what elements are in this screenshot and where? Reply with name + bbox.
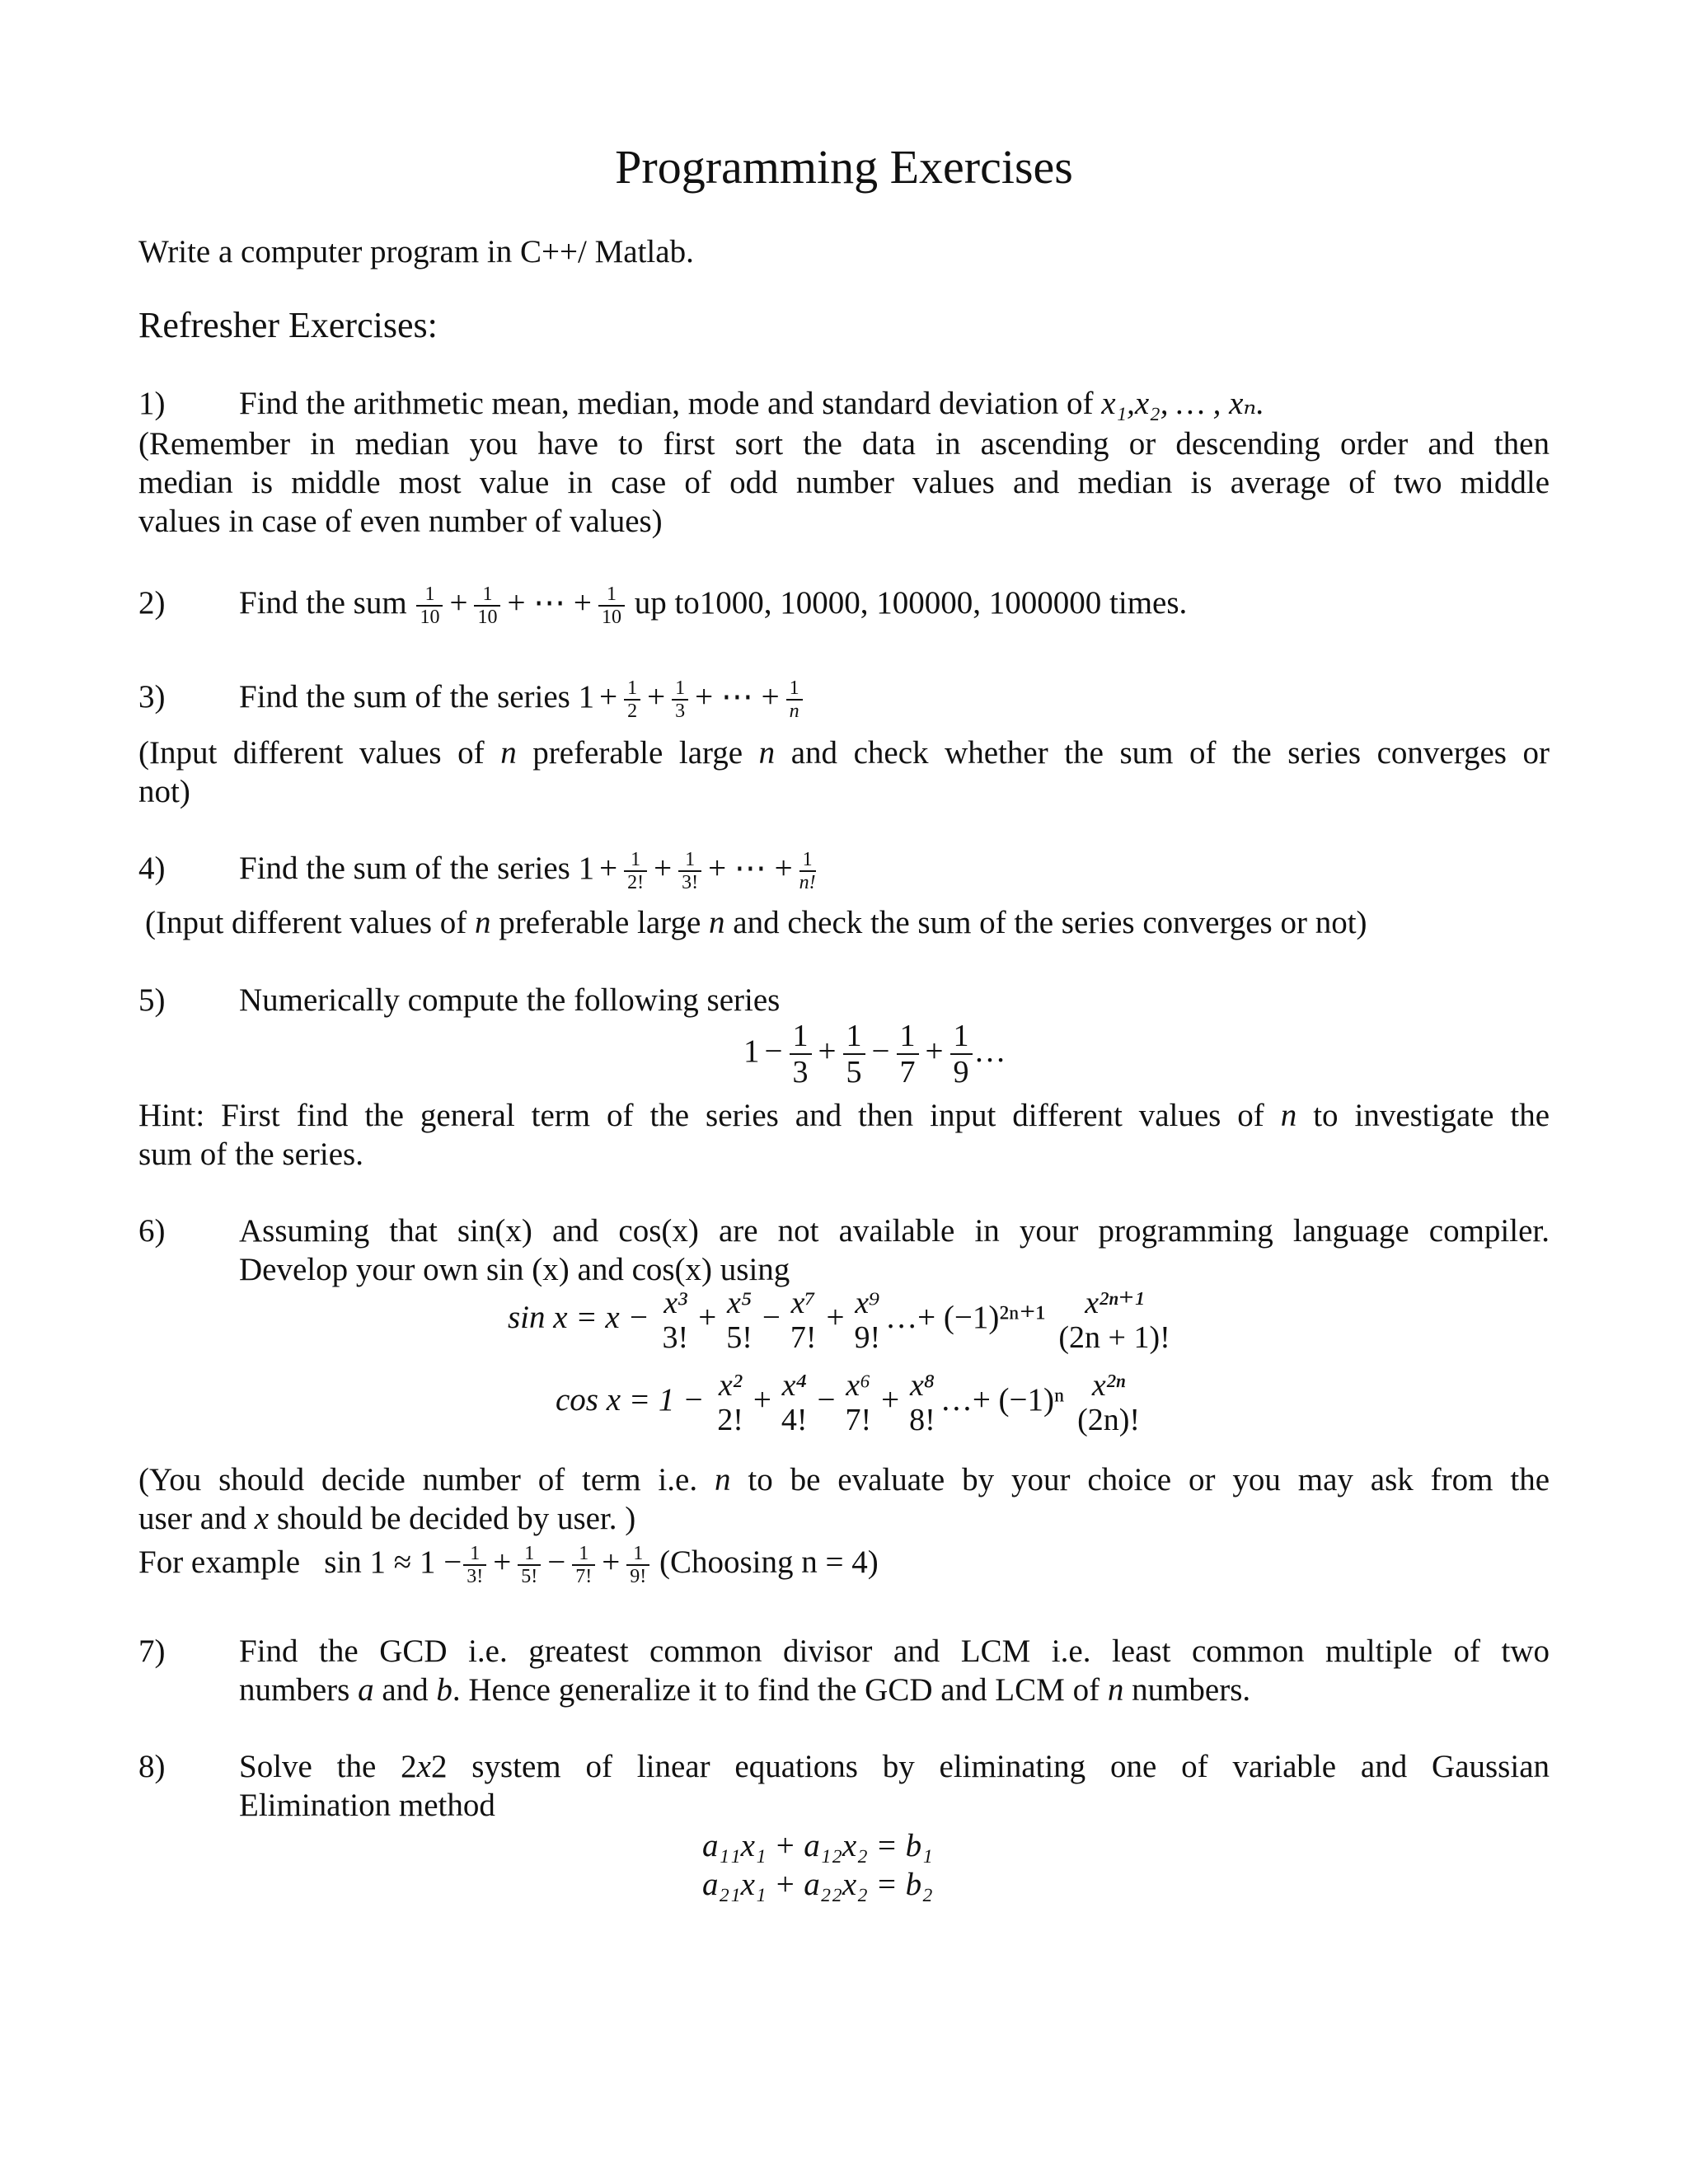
exercise-number: 2)	[138, 585, 166, 621]
exercise-number: 8)	[138, 1749, 166, 1784]
exercise-1-note-line-2: median is middle most value in case of odd number values and median is average of two middle	[138, 465, 1550, 500]
exercise-number: 3)	[138, 679, 166, 715]
exercise-7-line-1: Find the GCD i.e. greatest common divisor and LCM i.e. least common multiple of two	[239, 1633, 1550, 1669]
fraction: $\frac{1}{n}$	[786, 677, 803, 722]
fraction: $\frac{1}{10}$	[474, 583, 500, 628]
cos-series-formula: cos x = 1 − x² 2! + x⁴ 4! − x⁶ 7! + x⁸ 8! …+ (−1)ⁿ x²ⁿ (2n)!	[556, 1368, 1145, 1437]
exercise-text-after: up to1000, 10000, 100000, 1000000 times.	[634, 585, 1188, 621]
fraction: $\frac{1}{7!}$	[572, 1543, 595, 1587]
fraction: $\frac{1}{3!}$	[678, 849, 701, 893]
exercise-3-note-line-2: not)	[138, 774, 190, 809]
fraction: x³ 3!	[662, 1286, 689, 1355]
linear-equation-2: a₂₁x₁ + a₂₂x₂ = b₂	[702, 1867, 933, 1902]
fraction: x⁴ 4!	[781, 1368, 808, 1437]
exercise-4-note: (Input different values of n preferable large n and check the sum of the series converges or not)	[145, 905, 1367, 940]
exercise-8-line-2: Elimination method	[239, 1788, 495, 1823]
exercise-text: Find the arithmetic mean, median, mode and standard deviation of	[239, 386, 1094, 421]
exercise-number: 1)	[138, 386, 166, 421]
linear-equation-1: a₁₁x₁ + a₁₂x₂ = b₁	[702, 1828, 933, 1863]
exercise-number: 6)	[138, 1213, 166, 1249]
fraction: $\frac{1}{3}$	[790, 1019, 812, 1090]
fraction: $\frac{1}{3!}$	[463, 1543, 486, 1587]
fraction: x⁵ 5!	[726, 1286, 753, 1355]
section-heading: Refresher Exercises:	[138, 305, 438, 345]
fraction: x⁸ 8!	[909, 1368, 935, 1437]
fraction: $\frac{1}{2!}$	[624, 849, 647, 893]
exercise-text: Find the sum of the series	[239, 679, 570, 715]
exercise-4: 4) Find the sum of the series 1 + $\frac{1}{2!}$ + $\frac{1}{3!}$ + ⋯ + $\frac{1}{n!}$	[138, 849, 816, 894]
series-formula: 1 − $\frac{1}{3}$ + $\frac{1}{5}$ − $\frac{1}{7}$ + $\frac{1}{9}$ …	[743, 1019, 1006, 1090]
fraction: x⁹ 9!	[854, 1286, 881, 1355]
exercise-6-line-2: Develop your own sin (x) and cos(x) using	[239, 1252, 790, 1287]
intro-text: Write a computer program in C++/ Matlab.	[138, 234, 694, 269]
fraction: $\frac{1}{5}$	[843, 1019, 865, 1090]
fraction: $\frac{1}{n!}$	[799, 849, 816, 894]
exercise-2: 2) Find the sum $\frac{1}{10}$ + $\frac{1}{10}$ + ⋯ + $\frac{1}{10}$ up to1000, 10000, 100000, 1000000 times.	[138, 583, 1188, 629]
fraction: $\frac{1}{9}$	[950, 1019, 973, 1090]
fraction: $\frac{1}{9!}$	[626, 1543, 649, 1587]
exercise-8-line-1: Solve the 2x2 system of linear equations by eliminating one of variable and Gaussian	[239, 1749, 1550, 1784]
fraction: x² 2!	[717, 1368, 743, 1437]
page-title: Programming Exercises	[615, 140, 1073, 194]
exercise-number: 7)	[138, 1633, 166, 1669]
exercise-number: 4)	[138, 851, 166, 886]
exercise-5	[138, 981, 1550, 1020]
fraction: $\frac{1}{3}$	[672, 677, 688, 722]
fraction: $\frac{1}{2}$	[624, 677, 640, 722]
exercise-3-note-line-1: (Input different values of n preferable large n and check whether the sum of the series converges or	[138, 735, 1550, 771]
exercise-6-line-1: Assuming that sin(x) and cos(x) are not available in your programming language compiler.	[239, 1213, 1550, 1249]
exercise-number: 5)	[138, 982, 166, 1018]
exercise-6-note-line-2: user and x should be decided by user. )	[138, 1501, 636, 1536]
exercise-7-line-2: numbers a and b. Hence generalize it to find the GCD and LCM of n numbers.	[239, 1672, 1251, 1708]
exercise-text: Find the sum	[239, 585, 407, 621]
fraction: $\frac{1}{7}$	[897, 1019, 919, 1090]
sin-series-formula: sin x = x − x³ 3! + x⁵ 5! − x⁷ 7! + x⁹ 9! …+ (−1)²ⁿ⁺¹ x²ⁿ⁺¹ (2n + 1)!	[508, 1286, 1175, 1355]
fraction: x²ⁿ (2n)!	[1077, 1368, 1141, 1437]
fraction: x⁶ 7!	[845, 1368, 872, 1437]
exercise-1	[138, 384, 1550, 424]
exercise-1-note-line-3: values in case of even number of values)	[138, 504, 663, 539]
exercise-6-note-line-1: (You should decide number of term i.e. n to be evaluate by your choice or you may ask from the	[138, 1462, 1550, 1497]
fraction: $\frac{1}{5!}$	[518, 1543, 541, 1587]
fraction: x⁷ 7!	[790, 1286, 817, 1355]
fraction: $\frac{1}{10}$	[598, 583, 625, 628]
fraction: $\frac{1}{10}$	[416, 583, 443, 628]
exercise-1-note-line-1: (Remember in median you have to first sort the data in ascending or descending order and then	[138, 426, 1550, 462]
exercise-6-example: For example sin 1 ≈ 1 − $\frac{1}{3!}$ + $\frac{1}{5!}$ − $\frac{1}{7!}$ + $\frac{1}{9!}$ (Choosing n = 4)	[138, 1543, 879, 1588]
fraction: x²ⁿ⁺¹ (2n + 1)!	[1058, 1286, 1170, 1355]
exercise-text: Numerically compute the following series	[239, 982, 781, 1018]
exercise-text: Find the sum of the series	[239, 851, 570, 886]
exercise-5-hint-line-1: Hint: First find the general term of the series and then input different values of n to investigate the	[138, 1098, 1550, 1133]
exercise-5-hint-line-2: sum of the series.	[138, 1137, 363, 1172]
math-variables: x₁,x₂, … , xₙ.	[1101, 386, 1264, 421]
exercise-3: 3) Find the sum of the series 1 + $\frac{1}{2}$ + $\frac{1}{3}$ + ⋯ + $\frac{1}{n}$	[138, 677, 1550, 722]
